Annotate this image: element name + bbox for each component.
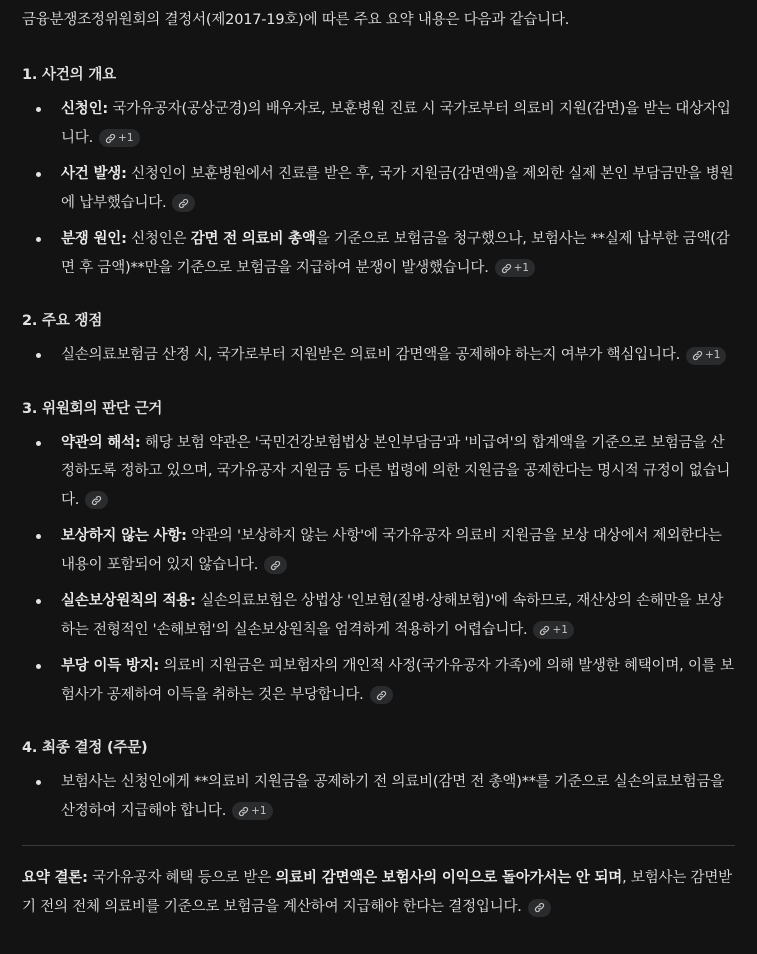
- source-count: +1: [552, 623, 568, 636]
- item-text: 국가유공자(공상군경)의 배우자로, 보훈병원 진료 시 국가로부터 의료비 지원(감면)을 받는 대상자입니다.: [61, 101, 731, 146]
- item-text: 신청인은: [126, 231, 191, 247]
- list-item-terms-interpretation: [22, 429, 735, 515]
- list-item-incident: [22, 160, 735, 217]
- section-heading-committee-reasoning: 3. 위원회의 판단 근거: [22, 400, 163, 417]
- source-chip[interactable]: [686, 347, 726, 365]
- summary-text: 국가유공자 혜택 등으로 받은: [87, 870, 276, 886]
- item-label: 사건 발생:: [61, 166, 127, 182]
- source-chip[interactable]: [99, 129, 139, 147]
- summary-emphasis: 의료비 감면액은 보험사의 이익으로 돌아가서는 안 되며: [275, 870, 623, 886]
- list-item-dispute-cause: [22, 225, 735, 282]
- item-text: 실손의료보험금 산정 시, 국가로부터 지원받은 의료비 감면액을 공제해야 하는지 여부가 핵심입니다.: [61, 347, 680, 363]
- link-icon: [91, 495, 102, 506]
- section-heading-key-issue: 2. 주요 쟁점: [22, 313, 103, 329]
- committee-reasoning-list: [22, 429, 735, 710]
- link-icon: [376, 690, 387, 701]
- list-item-indemnity-principle: [22, 587, 735, 644]
- section-heading-case-overview: 1. 사건의 개요: [22, 67, 116, 83]
- source-count: +1: [118, 131, 134, 144]
- item-text: 약관의 '보상하지 않는 사항'에 국가유공자 의료비 지원금을 보상 대상에서 제외한다는 내용이 포함되어 있지 않습니다.: [61, 528, 722, 573]
- item-text: 의료비 지원금은 피보험자의 개인적 사정(국가유공자 가족)에 의해 발생한 혜택이며, 이를 보험사가 공제하여 이득을 취하는 것은 부당합니다.: [61, 658, 734, 703]
- source-chip[interactable]: [264, 556, 287, 574]
- link-icon: [238, 806, 249, 817]
- source-chip[interactable]: [172, 194, 195, 212]
- link-icon: [178, 198, 189, 209]
- list-item-applicant: [22, 95, 735, 152]
- item-text: 해당 보험 약관은 '국민건강보험법상 본인부담금'과 '비급여'의 합계액을 기준으로 보험금을 산정하도록 정하고 있으며, 국가유공자 지원금 등 다른 법령에 의한 지원금을 공제한다는 명시적 규정이 없습니다.: [61, 434, 731, 508]
- divider: [22, 845, 735, 846]
- source-count: +1: [251, 804, 267, 817]
- item-label: 보상하지 않는 사항:: [61, 528, 187, 544]
- item-emphasis: 감면 전 의료비 총액: [190, 231, 316, 247]
- list-item-exclusions: [22, 522, 735, 579]
- source-chip[interactable]: [533, 621, 573, 639]
- list-item-unjust-enrichment: [22, 652, 735, 709]
- summary-label: 요약 결론:: [22, 870, 88, 886]
- item-label: 실손보상원칙의 적용:: [61, 593, 196, 609]
- item-text: 을 기준으로 보험금을 청구했으나, 보험사는 **실제 납부한 금액(감면 후 금액)**만을 기준으로 보험금을 지급하여 분쟁이 발생했습니다.: [61, 231, 730, 276]
- list-item-final-decision: [22, 768, 735, 825]
- section-heading-final-decision: 4. 최종 결정 (주문): [22, 740, 148, 756]
- item-label: 신청인:: [61, 101, 109, 117]
- item-label: 부당 이득 방지:: [61, 658, 160, 674]
- case-overview-list: [22, 95, 735, 282]
- summary-conclusion: [22, 864, 735, 922]
- item-text: 보험사는 신청인에게 **의료비 지원금을 공제하기 전 의료비(감면 전 총액)**를 기준으로 실손의료보험금을 산정하여 지급해야 합니다.: [61, 774, 725, 819]
- intro-text: 금융분쟁조정위원회의 결정서(제2017-19호)에 따른 주요 요약 내용은 다음과 같습니다.: [22, 12, 570, 28]
- link-icon: [270, 560, 281, 571]
- final-decision-list: [22, 768, 735, 825]
- link-icon: [534, 902, 545, 913]
- link-icon: [692, 350, 703, 361]
- link-icon: [501, 263, 512, 274]
- item-label: 분쟁 원인:: [61, 231, 127, 247]
- source-chip[interactable]: [528, 899, 551, 917]
- source-count: +1: [513, 261, 530, 274]
- source-chip[interactable]: [232, 802, 272, 820]
- item-label: 약관의 해석:: [61, 434, 141, 451]
- key-issue-list: [22, 341, 735, 370]
- link-icon: [105, 133, 116, 144]
- summary-text: , 보험사는 감면받기 전의 전체 의료비를 기준으로 보험금을 계산하여 지급해야 한다는 결정입니다.: [22, 870, 732, 915]
- source-chip[interactable]: [370, 686, 393, 704]
- source-count: +1: [705, 349, 721, 362]
- source-chip[interactable]: [85, 491, 108, 509]
- source-chip[interactable]: [495, 259, 535, 277]
- list-item-key-issue: [22, 341, 735, 370]
- item-text: 실손의료보험은 상법상 '인보험(질병·상해보험)'에 속하므로, 재산상의 손해만을 보상하는 전형적인 '손해보험'의 실손보상원칙을 엄격하게 적용하기 어렵습니다.: [61, 593, 724, 638]
- link-icon: [539, 625, 550, 636]
- item-text: 신청인이 보훈병원에서 진료를 받은 후, 국가 지원금(감면액)을 제외한 실제 본인 부담금만을 병원에 납부했습니다.: [61, 166, 734, 211]
